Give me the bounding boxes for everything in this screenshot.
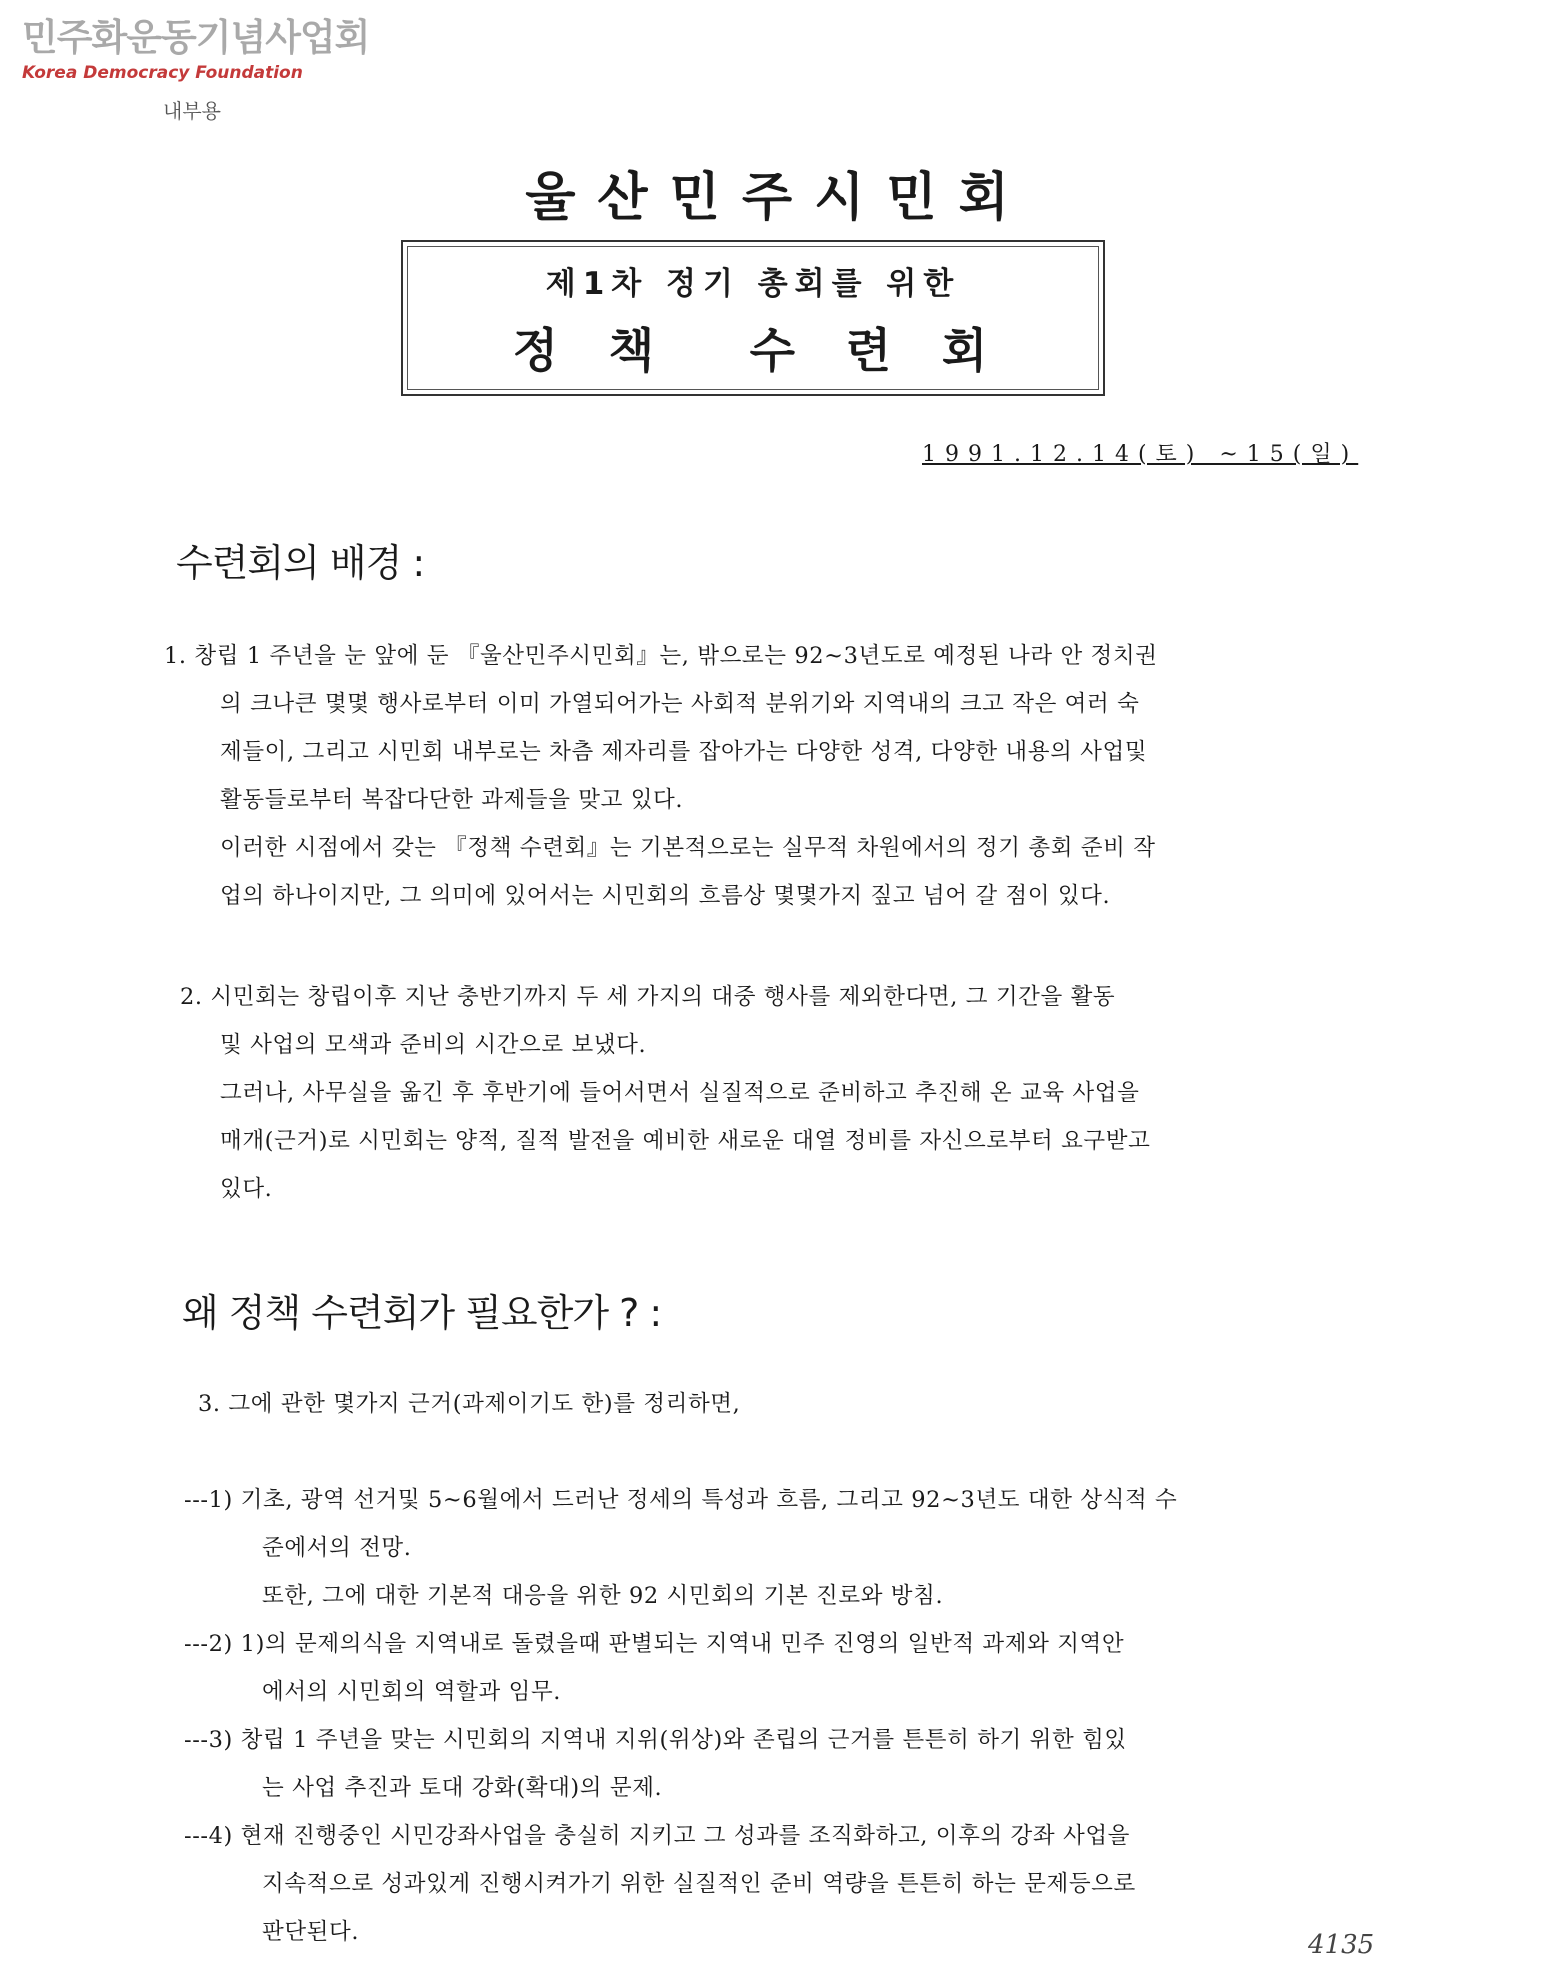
body-line: 매개(근거)로 시민회는 양적, 질적 발전을 예비한 새로운 대열 정비를 자신으로부터 요구받고: [220, 1128, 1151, 1154]
body-line: ---3) 창립 1 주년을 맞는 시민회의 지역내 지위(위상)와 존립의 근거를 튼튼히 하기 위한 힘있: [184, 1727, 1127, 1753]
body-line: 제들이, 그리고 시민회 내부로는 차츰 제자리를 잡아가는 다양한 성격, 다양한 내용의 사업및: [220, 739, 1148, 765]
body-line: 의 크나큰 몇몇 행사로부터 이미 가열되어가는 사회적 분위기와 지역내의 크고 작은 여러 숙: [220, 691, 1140, 717]
body-line: 또한, 그에 대한 기본적 대응을 위한 92 시민회의 기본 진로와 방침.: [262, 1583, 944, 1609]
page-number: 4135: [1308, 1930, 1375, 1960]
body-line: 에서의 시민회의 역할과 임무.: [262, 1679, 562, 1705]
body-line: 지속적으로 성과있게 진행시켜가기 위한 실질적인 준비 역량을 튼튼히 하는 문제등으로: [262, 1871, 1136, 1897]
body-line: 2. 시민회는 창립이후 지난 충반기까지 두 세 가지의 대중 행사를 제외한다면, 그 기간을 활동: [180, 984, 1116, 1010]
body-line: 있다.: [220, 1176, 273, 1202]
title-box-main-title: 정 책 수 련 회: [512, 324, 994, 379]
body-line: 이러한 시점에서 갖는 『정책 수련회』는 기본적으로는 실무적 차원에서의 정기 총회 준비 작: [220, 835, 1156, 861]
body-line: 활동들로부터 복잡다단한 과제들을 맞고 있다.: [220, 787, 684, 813]
body-line: ---1) 기초, 광역 선거및 5~6월에서 드러난 정세의 특성과 흐름, 그리고 92~3년도 대한 상식적 수: [184, 1487, 1178, 1513]
body-line: ---2) 1)의 문제의식을 지역내로 돌렸을때 판별되는 지역내 민주 진영의 일반적 과제와 지역안: [184, 1631, 1125, 1657]
organization-title: 울산민주시민회: [525, 168, 1031, 228]
body-line: 그러나, 사무실을 옮긴 후 후반기에 들어서면서 실질적으로 준비하고 추진해 온 교육 사업을: [220, 1080, 1140, 1106]
body-line: 준에서의 전망.: [262, 1535, 412, 1561]
body-line: 업의 하나이지만, 그 의미에 있어서는 시민회의 흐름상 몇몇가지 짚고 넘어 갈 점이 있다.: [220, 883, 1111, 909]
body-line: 및 사업의 모색과 준비의 시간으로 보냈다.: [220, 1032, 647, 1058]
title-box-subtitle: 제1차 정기 총회를 위한: [545, 266, 961, 302]
foundation-logo-korean: 민주화운동기념사업회: [22, 16, 370, 59]
title-box: [401, 240, 1105, 396]
internal-use-mark: 내부용: [163, 99, 221, 123]
body-line: ---4) 현재 진행중인 시민강좌사업을 충실히 지키고 그 성과를 조직화하고, 이후의 강좌 사업을: [184, 1823, 1130, 1849]
body-line: 판단된다.: [262, 1919, 360, 1945]
foundation-logo: [22, 14, 369, 84]
section-heading-why: 왜 정책 수련회가 필요한가 ? :: [182, 1291, 662, 1335]
section-heading-background: 수련회의 배경 :: [176, 541, 425, 585]
event-date: 1991.12.14(토) ~15(일): [922, 442, 1359, 467]
body-line: 3. 그에 관한 몇가지 근거(과제이기도 한)를 정리하면,: [198, 1391, 741, 1417]
body-line: 는 사업 추진과 토대 강화(확대)의 문제.: [262, 1775, 663, 1801]
foundation-logo-english: Korea Democracy Foundation: [22, 63, 303, 83]
body-line: 1. 창립 1 주년을 눈 앞에 둔 『울산민주시민회』는, 밖으로는 92~3년도로 예정된 나라 안 정치권: [164, 643, 1158, 669]
